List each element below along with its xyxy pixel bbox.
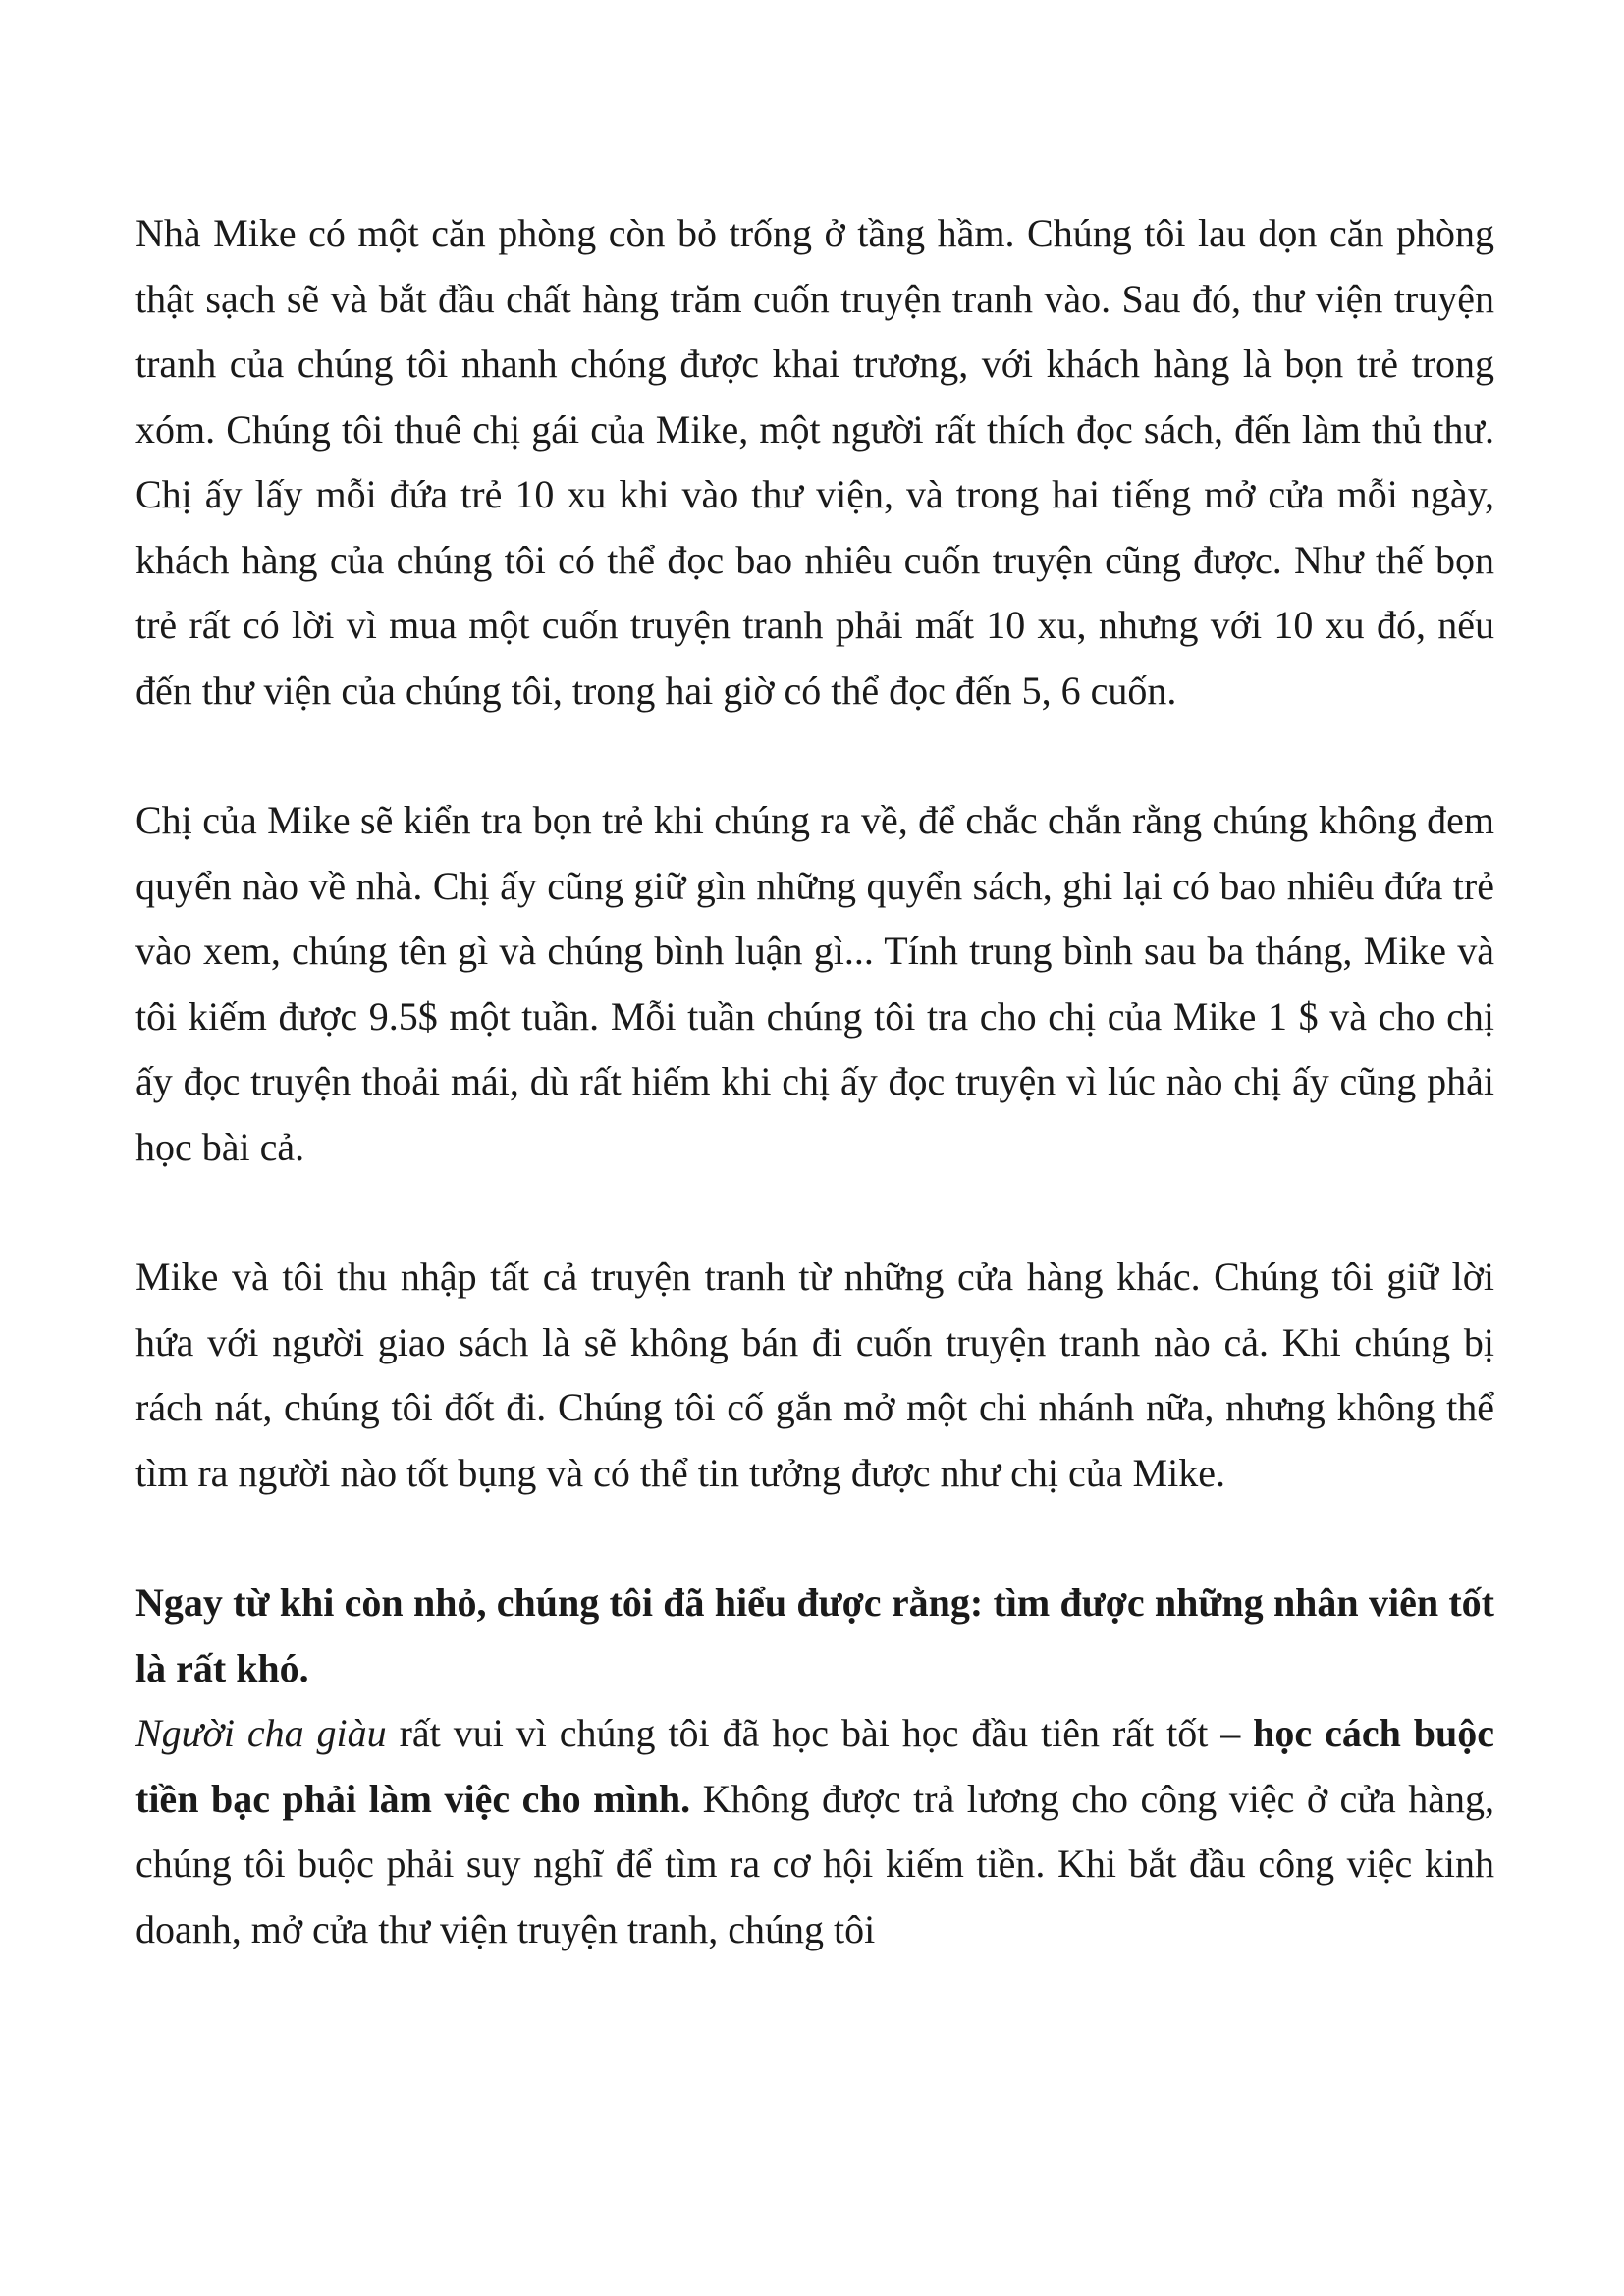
rich-dad-text-1: rất vui vì chúng tôi đã học bài học đầu tiên rất tốt – [386,1711,1254,1755]
rich-dad-text-2: Không được trả lương cho công việc ở cửa hàng, chúng tôi buộc phải suy nghĩ để tìm ra cơ hội kiếm tiền. Khi bắt đầu công việc kinh doanh, mở cửa thư viện truyện tranh, chúng tôi [135,1776,1494,1951]
paragraph-comic-library-opening: Nhà Mike có một căn phòng còn bỏ trống ở tầng hầm. Chúng tôi lau dọn căn phòng thật sạch sẽ và bắt đầu chất hàng trăm cuốn truyện tranh vào. Sau đó, thư viện truyện tranh của chúng tôi nhanh chóng được khai trương, với khách hàng là bọn trẻ trong xóm. Chúng tôi thuê chị gái của Mike, một người rất thích đọc sách, đến làm thủ thư. Chị ấy lấy mỗi đứa trẻ 10 xu khi vào thư viện, và trong hai tiếng mở cửa mỗi ngày, khách hàng của chúng tôi có thể đọc bao nhiêu cuốn truyện cũng được. Như thế bọn trẻ rất có lời vì mua một cuốn truyện tranh phải mất 10 xu, nhưng với 10 xu đó, nếu đến thư viện của chúng tôi, trong hai giờ có thể đọc đến 5, 6 cuốn. [135,211,1494,713]
paragraph-sister-librarian: Chị của Mike sẽ kiển tra bọn trẻ khi chúng ra về, để chắc chắn rằng chúng không đem quyển nào về nhà. Chị ấy cũng giữ gìn những quyển sách, ghi lại có bao nhiêu đứa trẻ vào xem, chúng tên gì và chúng bình luận gì... Tính trung bình sau ba tháng, Mike và tôi kiếm được 9.5$ một tuần. Mỗi tuần chúng tôi tra cho chị của Mike 1 $ và cho chị ấy đọc truyện thoải mái, dù rất hiếm khi chị ấy đọc truyện vì lúc nào chị ấy cũng phải học bài cả. [135,798,1494,1169]
money-work-bold: học cách buộc tiền bạc phải làm việc cho mình. [135,1711,1495,1821]
paragraph-collecting-comics: Mike và tôi thu nhập tất cả truyện tranh từ những cửa hàng khác. Chúng tôi giữ lời hứa với người giao sách là sẽ không bán đi cuốn truyện tranh nào cả. Khi chúng bị rách nát, chúng tôi đốt đi. Chúng tôi cố gắn mở một chi nhánh nữa, nhưng không thể tìm ra người nào tốt bụng và có thể tin tưởng được như chị của Mike. [135,1255,1494,1495]
paragraph-rich-dad-lesson [135,1701,1494,1962]
paragraph-key-lesson-bold: Ngay từ khi còn nhỏ, chúng tôi đã hiểu được rằng: tìm được những nhân viên tốt là rất khó. [135,1580,1494,1690]
document-page [135,201,1494,1962]
rich-dad-italic: Người cha giàu [135,1711,387,1755]
